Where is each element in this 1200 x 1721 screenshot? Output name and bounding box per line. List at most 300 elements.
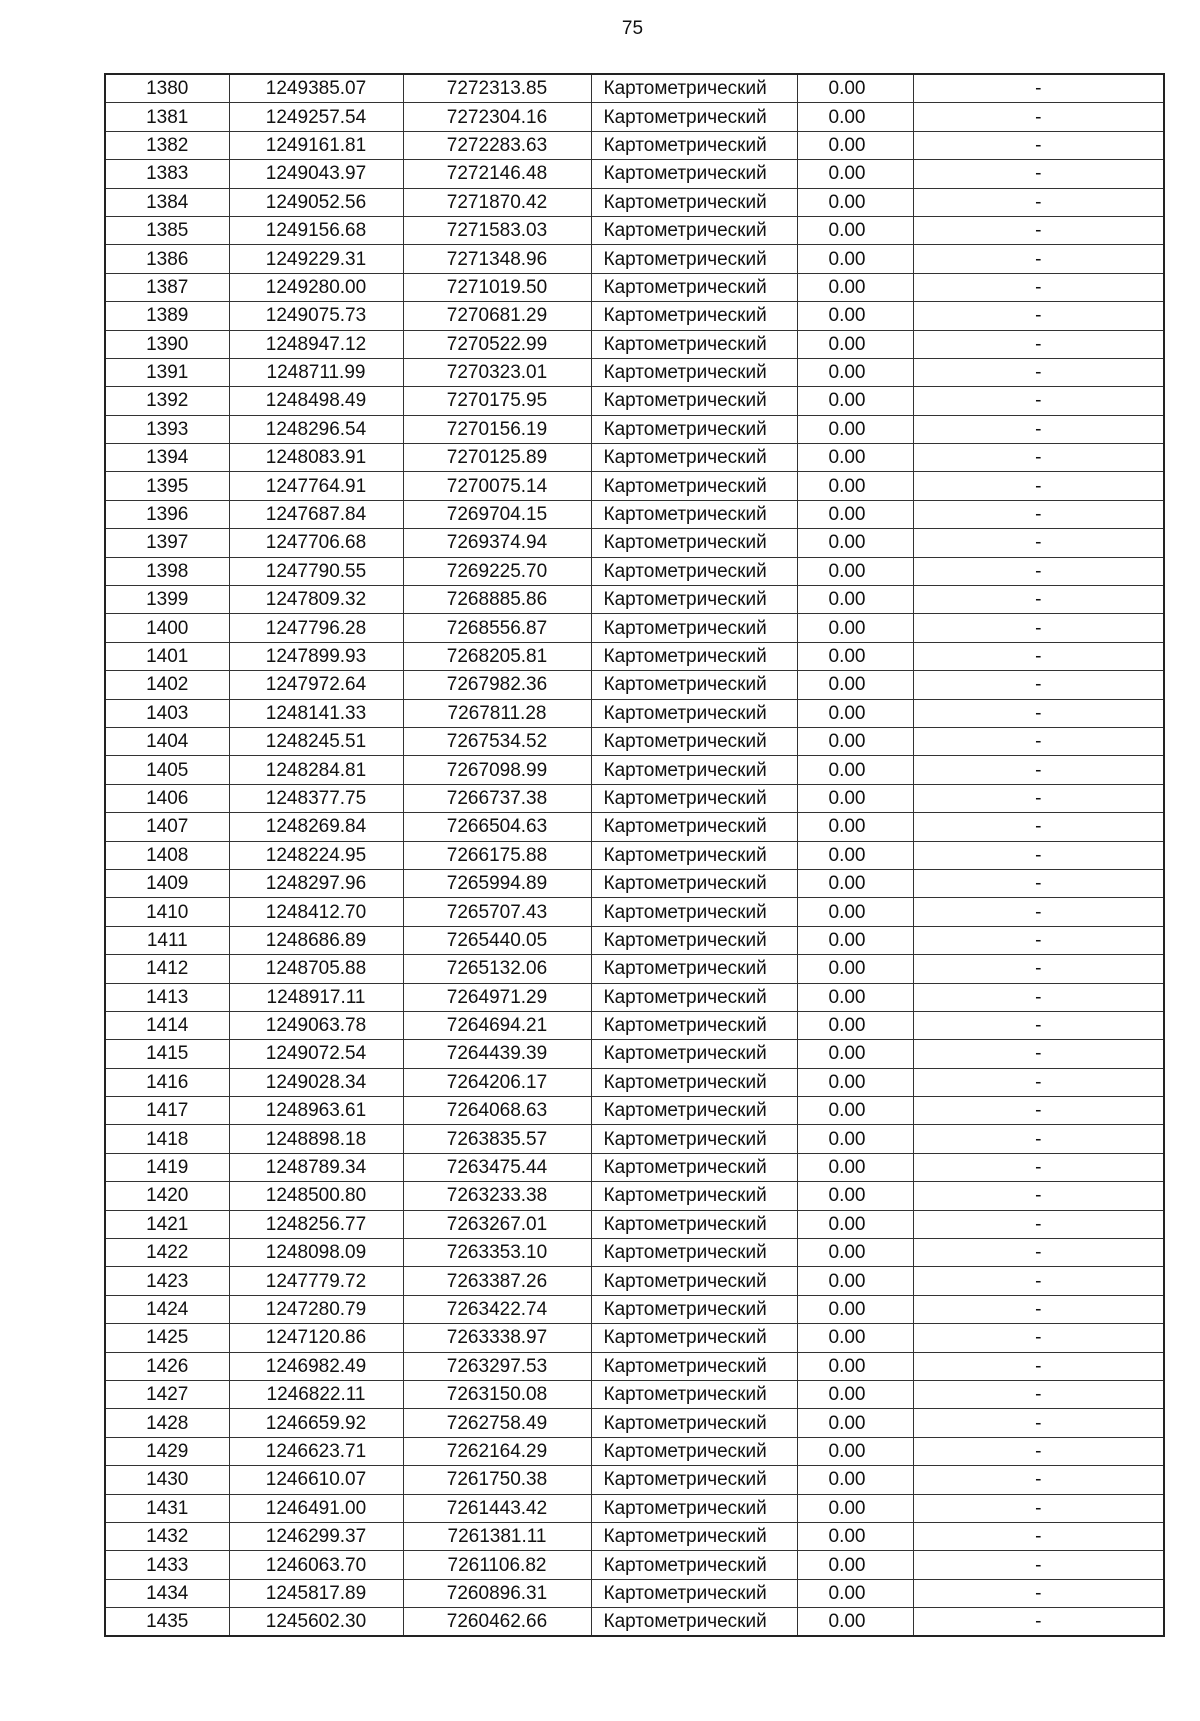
y-coordinate-cell: 7268885.86 xyxy=(403,586,591,614)
table-row xyxy=(105,103,1164,131)
x-coordinate-cell: 1245817.89 xyxy=(229,1579,403,1607)
error-cell: 0.00 xyxy=(797,1324,913,1352)
point-number-cell: 1387 xyxy=(105,273,229,301)
y-coordinate-cell: 7268205.81 xyxy=(403,642,591,670)
y-coordinate-cell: 7264439.39 xyxy=(403,1040,591,1068)
method-cell: Картометрический xyxy=(591,1380,797,1408)
method-cell: Картометрический xyxy=(591,160,797,188)
y-coordinate-cell: 7272313.85 xyxy=(403,74,591,103)
point-number-cell: 1428 xyxy=(105,1409,229,1437)
table-row xyxy=(105,1068,1164,1096)
note-cell: - xyxy=(913,557,1164,585)
x-coordinate-cell: 1248083.91 xyxy=(229,444,403,472)
table-row xyxy=(105,1380,1164,1408)
point-number-cell: 1421 xyxy=(105,1210,229,1238)
point-number-cell: 1423 xyxy=(105,1267,229,1295)
point-number-cell: 1395 xyxy=(105,472,229,500)
x-coordinate-cell: 1247796.28 xyxy=(229,614,403,642)
y-coordinate-cell: 7263338.97 xyxy=(403,1324,591,1352)
table-row xyxy=(105,1125,1164,1153)
note-cell: - xyxy=(913,869,1164,897)
error-cell: 0.00 xyxy=(797,1097,913,1125)
y-coordinate-cell: 7267811.28 xyxy=(403,699,591,727)
point-number-cell: 1416 xyxy=(105,1068,229,1096)
y-coordinate-cell: 7271583.03 xyxy=(403,216,591,244)
method-cell: Картометрический xyxy=(591,188,797,216)
table-row xyxy=(105,1608,1164,1637)
method-cell: Картометрический xyxy=(591,1608,797,1637)
y-coordinate-cell: 7261106.82 xyxy=(403,1551,591,1579)
error-cell: 0.00 xyxy=(797,1494,913,1522)
x-coordinate-cell: 1248898.18 xyxy=(229,1125,403,1153)
error-cell: 0.00 xyxy=(797,160,913,188)
note-cell: - xyxy=(913,74,1164,103)
table-row xyxy=(105,245,1164,273)
method-cell: Картометрический xyxy=(591,1182,797,1210)
method-cell: Картометрический xyxy=(591,1210,797,1238)
error-cell: 0.00 xyxy=(797,1579,913,1607)
error-cell: 0.00 xyxy=(797,131,913,159)
note-cell: - xyxy=(913,1267,1164,1295)
table-row xyxy=(105,1267,1164,1295)
method-cell: Картометрический xyxy=(591,955,797,983)
point-number-cell: 1396 xyxy=(105,500,229,528)
method-cell: Картометрический xyxy=(591,415,797,443)
point-number-cell: 1407 xyxy=(105,813,229,841)
error-cell: 0.00 xyxy=(797,557,913,585)
table-row xyxy=(105,1324,1164,1352)
table-row xyxy=(105,160,1164,188)
note-cell: - xyxy=(913,273,1164,301)
x-coordinate-cell: 1248377.75 xyxy=(229,784,403,812)
x-coordinate-cell: 1246982.49 xyxy=(229,1352,403,1380)
error-cell: 0.00 xyxy=(797,699,913,727)
error-cell: 0.00 xyxy=(797,1380,913,1408)
method-cell: Картометрический xyxy=(591,614,797,642)
y-coordinate-cell: 7263422.74 xyxy=(403,1295,591,1323)
point-number-cell: 1435 xyxy=(105,1608,229,1637)
method-cell: Картометрический xyxy=(591,1040,797,1068)
error-cell: 0.00 xyxy=(797,898,913,926)
method-cell: Картометрический xyxy=(591,1494,797,1522)
y-coordinate-cell: 7270125.89 xyxy=(403,444,591,472)
x-coordinate-cell: 1248296.54 xyxy=(229,415,403,443)
table-row xyxy=(105,1352,1164,1380)
table-row xyxy=(105,1239,1164,1267)
table-row xyxy=(105,1295,1164,1323)
point-number-cell: 1385 xyxy=(105,216,229,244)
error-cell: 0.00 xyxy=(797,1068,913,1096)
note-cell: - xyxy=(913,245,1164,273)
y-coordinate-cell: 7271019.50 xyxy=(403,273,591,301)
point-number-cell: 1394 xyxy=(105,444,229,472)
method-cell: Картометрический xyxy=(591,898,797,926)
note-cell: - xyxy=(913,188,1164,216)
table-row xyxy=(105,1579,1164,1607)
method-cell: Картометрический xyxy=(591,1324,797,1352)
note-cell: - xyxy=(913,614,1164,642)
error-cell: 0.00 xyxy=(797,1437,913,1465)
error-cell: 0.00 xyxy=(797,529,913,557)
y-coordinate-cell: 7265440.05 xyxy=(403,926,591,954)
y-coordinate-cell: 7271870.42 xyxy=(403,188,591,216)
point-number-cell: 1415 xyxy=(105,1040,229,1068)
point-number-cell: 1419 xyxy=(105,1153,229,1181)
error-cell: 0.00 xyxy=(797,1125,913,1153)
y-coordinate-cell: 7271348.96 xyxy=(403,245,591,273)
note-cell: - xyxy=(913,841,1164,869)
x-coordinate-cell: 1246299.37 xyxy=(229,1522,403,1550)
y-coordinate-cell: 7270156.19 xyxy=(403,415,591,443)
y-coordinate-cell: 7263297.53 xyxy=(403,1352,591,1380)
method-cell: Картометрический xyxy=(591,756,797,784)
method-cell: Картометрический xyxy=(591,983,797,1011)
method-cell: Картометрический xyxy=(591,1097,797,1125)
y-coordinate-cell: 7269225.70 xyxy=(403,557,591,585)
y-coordinate-cell: 7263475.44 xyxy=(403,1153,591,1181)
point-number-cell: 1431 xyxy=(105,1494,229,1522)
point-number-cell: 1392 xyxy=(105,387,229,415)
x-coordinate-cell: 1249385.07 xyxy=(229,74,403,103)
note-cell: - xyxy=(913,358,1164,386)
table-row xyxy=(105,1437,1164,1465)
x-coordinate-cell: 1246659.92 xyxy=(229,1409,403,1437)
y-coordinate-cell: 7263267.01 xyxy=(403,1210,591,1238)
method-cell: Картометрический xyxy=(591,302,797,330)
method-cell: Картометрический xyxy=(591,727,797,755)
y-coordinate-cell: 7267982.36 xyxy=(403,671,591,699)
x-coordinate-cell: 1247809.32 xyxy=(229,586,403,614)
x-coordinate-cell: 1249043.97 xyxy=(229,160,403,188)
method-cell: Картометрический xyxy=(591,1239,797,1267)
table-row xyxy=(105,671,1164,699)
method-cell: Картометрический xyxy=(591,784,797,812)
point-number-cell: 1398 xyxy=(105,557,229,585)
x-coordinate-cell: 1246610.07 xyxy=(229,1466,403,1494)
error-cell: 0.00 xyxy=(797,302,913,330)
point-number-cell: 1427 xyxy=(105,1380,229,1408)
point-number-cell: 1384 xyxy=(105,188,229,216)
error-cell: 0.00 xyxy=(797,1153,913,1181)
y-coordinate-cell: 7260896.31 xyxy=(403,1579,591,1607)
note-cell: - xyxy=(913,1522,1164,1550)
table-row xyxy=(105,983,1164,1011)
x-coordinate-cell: 1249280.00 xyxy=(229,273,403,301)
note-cell: - xyxy=(913,131,1164,159)
table-row xyxy=(105,415,1164,443)
y-coordinate-cell: 7263353.10 xyxy=(403,1239,591,1267)
note-cell: - xyxy=(913,302,1164,330)
error-cell: 0.00 xyxy=(797,1522,913,1550)
error-cell: 0.00 xyxy=(797,245,913,273)
method-cell: Картометрический xyxy=(591,330,797,358)
method-cell: Картометрический xyxy=(591,74,797,103)
note-cell: - xyxy=(913,415,1164,443)
point-number-cell: 1425 xyxy=(105,1324,229,1352)
x-coordinate-cell: 1248412.70 xyxy=(229,898,403,926)
table-row xyxy=(105,131,1164,159)
table-row xyxy=(105,1409,1164,1437)
table-row xyxy=(105,1040,1164,1068)
x-coordinate-cell: 1247764.91 xyxy=(229,472,403,500)
table-row xyxy=(105,869,1164,897)
note-cell: - xyxy=(913,1011,1164,1039)
table-row xyxy=(105,813,1164,841)
table-row xyxy=(105,784,1164,812)
method-cell: Картометрический xyxy=(591,557,797,585)
error-cell: 0.00 xyxy=(797,1011,913,1039)
error-cell: 0.00 xyxy=(797,74,913,103)
point-number-cell: 1429 xyxy=(105,1437,229,1465)
y-coordinate-cell: 7270175.95 xyxy=(403,387,591,415)
table-row xyxy=(105,1097,1164,1125)
error-cell: 0.00 xyxy=(797,586,913,614)
error-cell: 0.00 xyxy=(797,358,913,386)
method-cell: Картометрический xyxy=(591,1551,797,1579)
point-number-cell: 1383 xyxy=(105,160,229,188)
note-cell: - xyxy=(913,784,1164,812)
y-coordinate-cell: 7270075.14 xyxy=(403,472,591,500)
x-coordinate-cell: 1247972.64 xyxy=(229,671,403,699)
y-coordinate-cell: 7272304.16 xyxy=(403,103,591,131)
coordinates-table xyxy=(104,73,1165,1637)
y-coordinate-cell: 7266175.88 xyxy=(403,841,591,869)
point-number-cell: 1381 xyxy=(105,103,229,131)
method-cell: Картометрический xyxy=(591,216,797,244)
point-number-cell: 1402 xyxy=(105,671,229,699)
x-coordinate-cell: 1246822.11 xyxy=(229,1380,403,1408)
error-cell: 0.00 xyxy=(797,869,913,897)
point-number-cell: 1408 xyxy=(105,841,229,869)
error-cell: 0.00 xyxy=(797,642,913,670)
page-number: 75 xyxy=(621,18,644,39)
note-cell: - xyxy=(913,160,1164,188)
note-cell: - xyxy=(913,586,1164,614)
error-cell: 0.00 xyxy=(797,983,913,1011)
table-row xyxy=(105,699,1164,727)
table-row xyxy=(105,926,1164,954)
point-number-cell: 1404 xyxy=(105,727,229,755)
error-cell: 0.00 xyxy=(797,1182,913,1210)
table-row xyxy=(105,216,1164,244)
error-cell: 0.00 xyxy=(797,1040,913,1068)
x-coordinate-cell: 1249028.34 xyxy=(229,1068,403,1096)
note-cell: - xyxy=(913,500,1164,528)
method-cell: Картометрический xyxy=(591,1068,797,1096)
method-cell: Картометрический xyxy=(591,358,797,386)
y-coordinate-cell: 7261381.11 xyxy=(403,1522,591,1550)
y-coordinate-cell: 7272283.63 xyxy=(403,131,591,159)
method-cell: Картометрический xyxy=(591,500,797,528)
table-row xyxy=(105,74,1164,103)
note-cell: - xyxy=(913,1324,1164,1352)
point-number-cell: 1386 xyxy=(105,245,229,273)
y-coordinate-cell: 7265707.43 xyxy=(403,898,591,926)
method-cell: Картометрический xyxy=(591,813,797,841)
table-row xyxy=(105,330,1164,358)
x-coordinate-cell: 1249052.56 xyxy=(229,188,403,216)
y-coordinate-cell: 7270323.01 xyxy=(403,358,591,386)
method-cell: Картометрический xyxy=(591,529,797,557)
table-row xyxy=(105,1466,1164,1494)
point-number-cell: 1380 xyxy=(105,74,229,103)
error-cell: 0.00 xyxy=(797,103,913,131)
x-coordinate-cell: 1249063.78 xyxy=(229,1011,403,1039)
table-row xyxy=(105,841,1164,869)
x-coordinate-cell: 1248256.77 xyxy=(229,1210,403,1238)
note-cell: - xyxy=(913,472,1164,500)
method-cell: Картометрический xyxy=(591,586,797,614)
x-coordinate-cell: 1248098.09 xyxy=(229,1239,403,1267)
y-coordinate-cell: 7270522.99 xyxy=(403,330,591,358)
table-row xyxy=(105,444,1164,472)
method-cell: Картометрический xyxy=(591,1466,797,1494)
note-cell: - xyxy=(913,1380,1164,1408)
y-coordinate-cell: 7261750.38 xyxy=(403,1466,591,1494)
x-coordinate-cell: 1247779.72 xyxy=(229,1267,403,1295)
point-number-cell: 1401 xyxy=(105,642,229,670)
method-cell: Картометрический xyxy=(591,642,797,670)
method-cell: Картометрический xyxy=(591,841,797,869)
error-cell: 0.00 xyxy=(797,1295,913,1323)
point-number-cell: 1390 xyxy=(105,330,229,358)
x-coordinate-cell: 1248711.99 xyxy=(229,358,403,386)
method-cell: Картометрический xyxy=(591,387,797,415)
note-cell: - xyxy=(913,1551,1164,1579)
x-coordinate-cell: 1249156.68 xyxy=(229,216,403,244)
error-cell: 0.00 xyxy=(797,671,913,699)
error-cell: 0.00 xyxy=(797,727,913,755)
x-coordinate-cell: 1249257.54 xyxy=(229,103,403,131)
error-cell: 0.00 xyxy=(797,1466,913,1494)
x-coordinate-cell: 1246491.00 xyxy=(229,1494,403,1522)
method-cell: Картометрический xyxy=(591,1522,797,1550)
method-cell: Картометрический xyxy=(591,1125,797,1153)
point-number-cell: 1403 xyxy=(105,699,229,727)
note-cell: - xyxy=(913,529,1164,557)
error-cell: 0.00 xyxy=(797,1239,913,1267)
table-row xyxy=(105,529,1164,557)
note-cell: - xyxy=(913,983,1164,1011)
point-number-cell: 1393 xyxy=(105,415,229,443)
error-cell: 0.00 xyxy=(797,756,913,784)
method-cell: Картометрический xyxy=(591,273,797,301)
method-cell: Картометрический xyxy=(591,131,797,159)
y-coordinate-cell: 7264068.63 xyxy=(403,1097,591,1125)
note-cell: - xyxy=(913,1182,1164,1210)
x-coordinate-cell: 1249072.54 xyxy=(229,1040,403,1068)
point-number-cell: 1414 xyxy=(105,1011,229,1039)
x-coordinate-cell: 1248789.34 xyxy=(229,1153,403,1181)
table-row xyxy=(105,1011,1164,1039)
x-coordinate-cell: 1248705.88 xyxy=(229,955,403,983)
y-coordinate-cell: 7262758.49 xyxy=(403,1409,591,1437)
point-number-cell: 1413 xyxy=(105,983,229,1011)
y-coordinate-cell: 7263233.38 xyxy=(403,1182,591,1210)
x-coordinate-cell: 1248498.49 xyxy=(229,387,403,415)
note-cell: - xyxy=(913,1210,1164,1238)
table-row xyxy=(105,727,1164,755)
note-cell: - xyxy=(913,1068,1164,1096)
point-number-cell: 1412 xyxy=(105,955,229,983)
x-coordinate-cell: 1248297.96 xyxy=(229,869,403,897)
x-coordinate-cell: 1249161.81 xyxy=(229,131,403,159)
table-row xyxy=(105,756,1164,784)
y-coordinate-cell: 7269704.15 xyxy=(403,500,591,528)
note-cell: - xyxy=(913,898,1164,926)
error-cell: 0.00 xyxy=(797,784,913,812)
y-coordinate-cell: 7261443.42 xyxy=(403,1494,591,1522)
x-coordinate-cell: 1245602.30 xyxy=(229,1608,403,1637)
note-cell: - xyxy=(913,1437,1164,1465)
method-cell: Картометрический xyxy=(591,869,797,897)
table-row xyxy=(105,273,1164,301)
method-cell: Картометрический xyxy=(591,1579,797,1607)
table-row xyxy=(105,358,1164,386)
x-coordinate-cell: 1248245.51 xyxy=(229,727,403,755)
note-cell: - xyxy=(913,813,1164,841)
error-cell: 0.00 xyxy=(797,444,913,472)
x-coordinate-cell: 1249075.73 xyxy=(229,302,403,330)
point-number-cell: 1426 xyxy=(105,1352,229,1380)
error-cell: 0.00 xyxy=(797,387,913,415)
note-cell: - xyxy=(913,1153,1164,1181)
table-row xyxy=(105,642,1164,670)
error-cell: 0.00 xyxy=(797,1409,913,1437)
table-row xyxy=(105,1153,1164,1181)
coordinates-table-body xyxy=(105,74,1164,1636)
note-cell: - xyxy=(913,1466,1164,1494)
y-coordinate-cell: 7263835.57 xyxy=(403,1125,591,1153)
note-cell: - xyxy=(913,103,1164,131)
x-coordinate-cell: 1248141.33 xyxy=(229,699,403,727)
point-number-cell: 1410 xyxy=(105,898,229,926)
note-cell: - xyxy=(913,444,1164,472)
point-number-cell: 1420 xyxy=(105,1182,229,1210)
point-number-cell: 1405 xyxy=(105,756,229,784)
table-row xyxy=(105,1494,1164,1522)
y-coordinate-cell: 7264206.17 xyxy=(403,1068,591,1096)
error-cell: 0.00 xyxy=(797,1352,913,1380)
table-row xyxy=(105,1210,1164,1238)
error-cell: 0.00 xyxy=(797,955,913,983)
note-cell: - xyxy=(913,1494,1164,1522)
note-cell: - xyxy=(913,699,1164,727)
note-cell: - xyxy=(913,1409,1164,1437)
point-number-cell: 1434 xyxy=(105,1579,229,1607)
method-cell: Картометрический xyxy=(591,926,797,954)
note-cell: - xyxy=(913,1125,1164,1153)
error-cell: 0.00 xyxy=(797,926,913,954)
y-coordinate-cell: 7268556.87 xyxy=(403,614,591,642)
method-cell: Картометрический xyxy=(591,103,797,131)
method-cell: Картометрический xyxy=(591,1352,797,1380)
table-row xyxy=(105,387,1164,415)
error-cell: 0.00 xyxy=(797,1608,913,1637)
method-cell: Картометрический xyxy=(591,1295,797,1323)
x-coordinate-cell: 1248224.95 xyxy=(229,841,403,869)
point-number-cell: 1382 xyxy=(105,131,229,159)
error-cell: 0.00 xyxy=(797,841,913,869)
x-coordinate-cell: 1248686.89 xyxy=(229,926,403,954)
note-cell: - xyxy=(913,642,1164,670)
error-cell: 0.00 xyxy=(797,330,913,358)
y-coordinate-cell: 7265994.89 xyxy=(403,869,591,897)
y-coordinate-cell: 7266504.63 xyxy=(403,813,591,841)
x-coordinate-cell: 1247706.68 xyxy=(229,529,403,557)
error-cell: 0.00 xyxy=(797,1551,913,1579)
method-cell: Картометрический xyxy=(591,245,797,273)
